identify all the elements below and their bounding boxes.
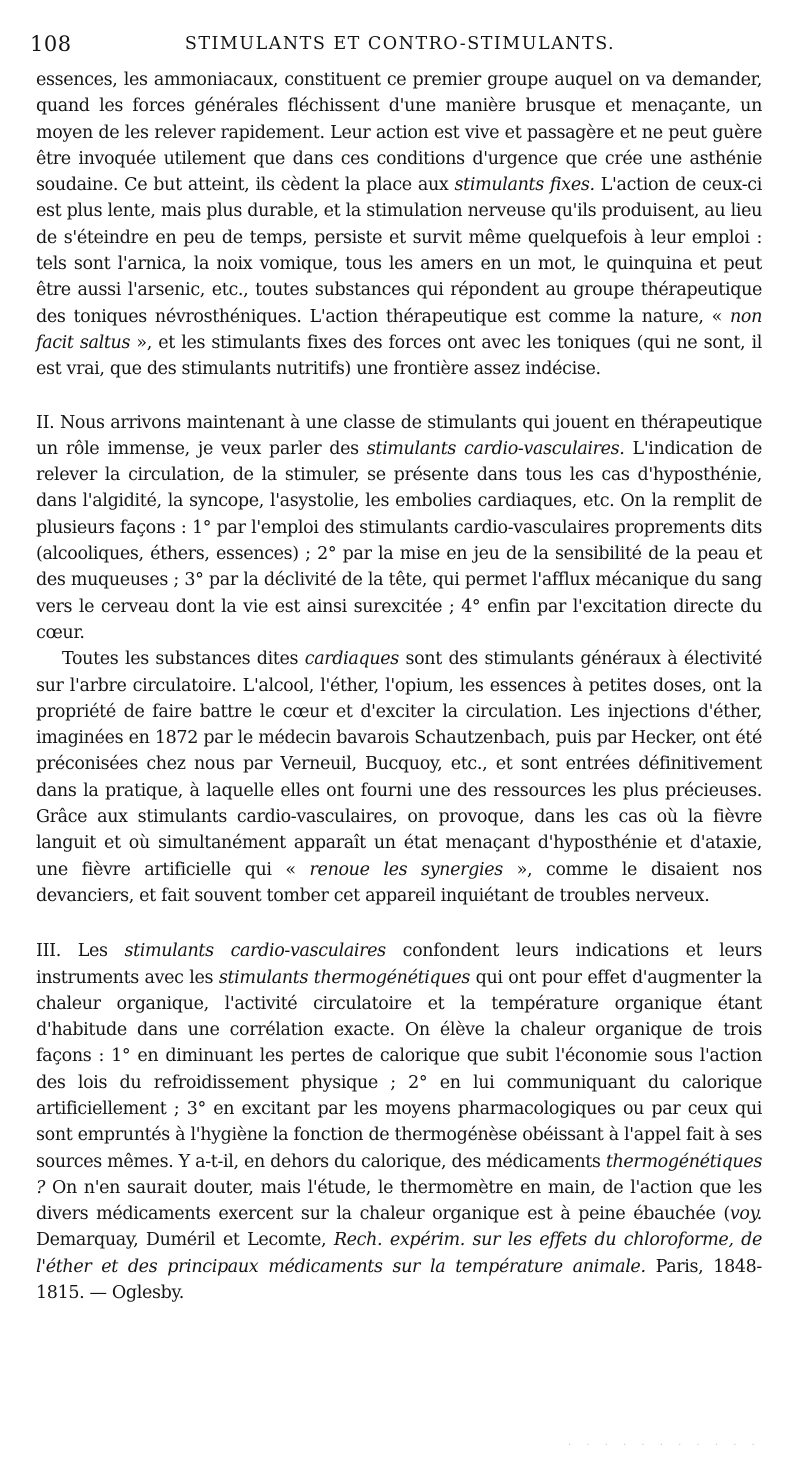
page-header — [30, 28, 770, 62]
paragraph-stimulants-fixes: essences, les ammoniacaux, constituent ce premier groupe auquel on va demander, quand les forces générales fléchissent d'une manière brusque et menaçante, un moyen de les relever rapidement. Leur action est vive et passagère et ne peut guère être invoquée utilement que dans ces conditions d'urgence que crée une asthénie soudaine. Ce but atteint, ils cèdent la place aux stimulants fixes. L'action de ceux-ci est plus lente, mais plus durable, et la stimulation nerveuse qu'ils produisent, au lieu de s'éteindre en peu de temps, persiste et survit même quelquefois à leur emploi : tels sont l'arnica, la noix vomique, tous les amers en un mot, le quinquina et peut être aussi l'arsenic, etc., toutes substances qui répondent au groupe thérapeutique des toniques névrosthéniques. L'action thérapeutique est comme la nature, « non facit saltus », et les stimulants fixes des forces ont avec les toniques (qui ne sont, il est vrai, que des stimulants nutritifs) une frontière assez indécise. — [36, 70, 762, 380]
running-title: STIMULANTS ET CONTRO-STIMULANTS. — [184, 34, 616, 54]
section-iii-paragraph: III. Les stimulants cardio-vasculaires confondent leurs indications et leurs instruments avec les stimulants thermogénétiques qui ont pour effet d'augmenter la chaleur organique, l'activité circulatoire et la température organique étant d'habitude dans une corrélation exacte. On élève la chaleur organique de trois façons : 1° en diminuant les pertes de calorique que subit l'économie sous l'action des lois du refroidissement physique ; 2° en lui communiquant du calorique artificiellement ; 3° en excitant par les moyens pharmacologiques ou par ceux qui sont empruntés à l'hygiène la fonction de thermogénèse obéissant à l'appel fait à ses sources mêmes. Y a-t-il, en dehors du calorique, des médicaments thermogénétiques ? On n'en saurait douter, mais l'étude, le thermomètre en main, de l'action que les divers médicaments exercent sur la chaleur organique est à peine ébauchée (voy. Demarquay, Duméril et Lecomte, Rech. expérim. sur les effets du chloroforme, de l'éther et des principaux médicaments sur la température animale. Paris, 1848-1815. — Oglesby. — [36, 941, 762, 1304]
body-text — [36, 67, 762, 1306]
page-number: 108 — [30, 32, 72, 56]
paragraph-cardiaques: Toutes les substances dites cardiaques sont des stimulants généraux à électivité sur l'arbre circulatoire. L'alcool, l'éther, l'opium, les essences à petites doses, ont la propriété de faire battre le cœur et d'exciter la circulation. Les injections d'éther, imaginées en 1872 par le médecin bavarois Schautzenbach, puis par Hecker, ont été préconisées chez nous par Verneuil, Bucquoy, etc., et sont entrées définitivement dans la pratique, à laquelle elles ont fourni une des ressources les plus précieuses. Grâce aux stimulants cardio-vasculaires, on provoque, dans les cas où la fièvre languit et où simultanément apparaît un état menaçant d'hyposthénie et d'ataxie, une fièvre artificielle qui « renoue les synergies », comme le disaient nos devanciers, et fait souvent tomber cet appareil inquiétant de troubles nerveux. — [36, 649, 762, 906]
paragraph-gap — [36, 909, 762, 938]
paragraph-gap — [36, 383, 762, 410]
scan-edge-marks: · · · · · · · · · · · — [568, 1440, 761, 1451]
section-ii-paragraph: II. Nous arrivons maintenant à une classe de stimulants qui jouent en thérapeutique un rôle immense, je veux parler des stimulants cardio-vasculaires. L'indication de relever la circulation, de la stimuler, se présente dans tous les cas d'hyposthénie, dans l'algidité, la syncope, l'asystolie, les embolies cardiaques, etc. On la remplit de plusieurs façons : 1° par l'emploi des stimulants cardio-vasculaires proprements dits (alcooliques, éthers, essences) ; 2° par la mise en jeu de la sensibilité de la peau et des muqueuses ; 3° par la déclivité de la tête, qui permet l'afflux mécanique du sang vers le cerveau dont la vie est ainsi surexcitée ; 4° enfin par l'excitation directe du cœur. — [36, 412, 763, 643]
